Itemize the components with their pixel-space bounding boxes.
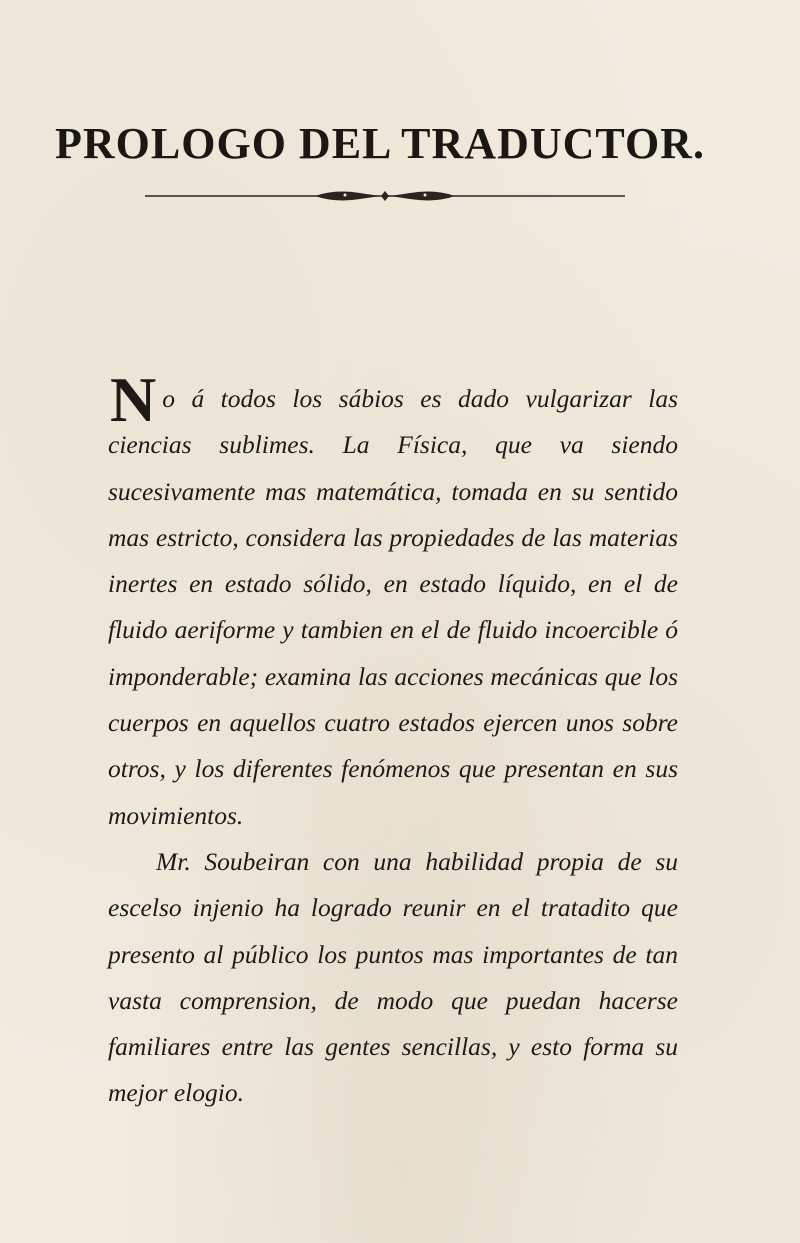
paragraph-1-text: o á todos los sábios es dado vulgarizar las ciencias sublimes. La Física, que va siendo sucesivamente mas matemática, tomada en su sentido mas estricto, considera las propiedades de las materias inertes en estado sólido, en estado líquido, en el de fluido aeriforme y tambien en el de fluido incoercible ó imponderable; examina las acciones mecánicas que los cuerpos en aquellos cuatro estados ejercen unos sobre otros, y los diferentes fenómenos que presentan en sus movimientos. [108, 384, 678, 830]
paragraph-2: Mr. Soubeiran con una habilidad propia de su escelso injenio ha logrado reunir en el tratadito que presento al público los puntos mas importantes de tan vasta comprension, de modo que puedan hacerse familiares entre las gentes sencillas, y esto forma su mejor elogio. [108, 846, 678, 1108]
drop-cap: N [110, 364, 157, 435]
page-title: PROLOGO DEL TRADUCTOR. [55, 119, 705, 168]
ornamental-divider [145, 189, 625, 203]
body-text [108, 364, 678, 1117]
paragraph-1 [108, 364, 678, 839]
